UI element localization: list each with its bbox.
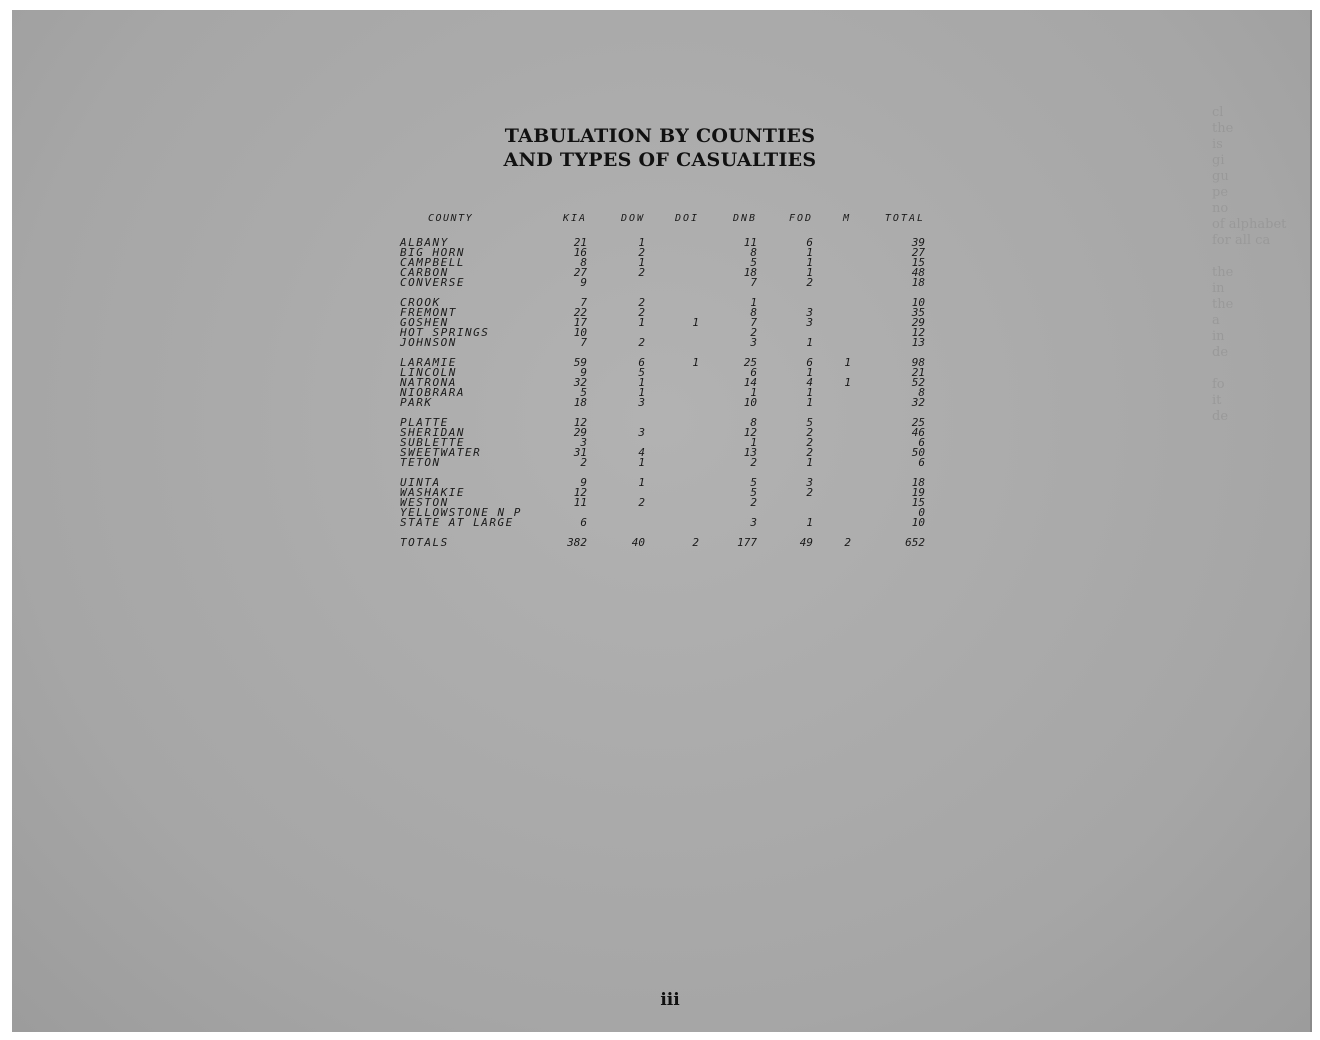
cell-total: 50 [911,446,925,459]
cell-total: 6 [918,436,925,449]
cell-county: CROOK [400,296,441,309]
totals-doi: 2 [692,536,699,549]
cell-total: 0 [918,506,925,519]
header-m: M [842,213,851,224]
cell-kia: 11 [573,496,587,509]
header-dnb: DNB [732,213,757,224]
cell-kia: 9 [580,366,587,379]
bleed-line: gi [1212,153,1225,168]
bleed-through-text [1212,105,1302,425]
cell-kia: 16 [573,246,587,259]
cell-fod: 1 [806,516,813,529]
cell-dow: 3 [638,426,645,439]
cell-dow: 1 [638,476,645,489]
cell-dow: 2 [638,266,645,279]
cell-dow: 2 [638,296,645,309]
cell-total: 19 [911,486,925,499]
cell-fod: 2 [806,426,813,439]
cell-county: PARK [400,396,433,409]
cell-county: PLATTE [400,416,449,429]
cell-kia: 18 [573,396,587,409]
cell-kia: 22 [573,306,587,319]
document-title [480,124,840,172]
cell-dnb: 6 [750,366,757,379]
cell-kia: 31 [573,446,587,459]
cell-dnb: 1 [750,386,757,399]
bleed-line: de [1212,345,1229,360]
cell-kia: 10 [573,326,587,339]
cell-total: 13 [911,336,925,349]
cell-dow: 2 [638,336,645,349]
cell-county: SUBLETTE [400,436,465,449]
cell-fod: 4 [806,376,813,389]
cell-dnb: 2 [750,456,757,469]
cell-kia: 7 [580,296,587,309]
cell-fod: 6 [806,356,813,369]
cell-kia: 3 [580,436,587,449]
cell-fod: 5 [806,416,813,429]
cell-fod: 2 [806,276,813,289]
cell-county: JOHNSON [400,336,457,349]
cell-dow: 1 [638,316,645,329]
cell-county: SHERIDAN [400,426,465,439]
cell-dnb: 12 [743,426,757,439]
cell-county: GOSHEN [400,316,449,329]
cell-fod: 3 [806,316,813,329]
title-line-1: TABULATION BY COUNTIES [504,125,816,147]
cell-dow: 2 [638,496,645,509]
cell-total: 18 [911,476,925,489]
cell-dnb: 25 [743,356,757,369]
cell-total: 10 [911,516,925,529]
cell-kia: 59 [573,356,587,369]
header-fod: FOD [788,213,813,224]
cell-fod: 3 [806,306,813,319]
totals-dow: 40 [631,536,645,549]
cell-dow: 6 [638,356,645,369]
bleed-line: the [1212,121,1234,136]
bleed-line: in [1212,329,1225,344]
cell-kia: 2 [580,456,587,469]
bleed-line: in [1212,281,1225,296]
cell-fod: 1 [806,456,813,469]
bleed-line: is [1212,137,1223,152]
cell-total: 18 [911,276,925,289]
cell-total: 8 [918,386,925,399]
bleed-line: de [1212,409,1229,424]
bleed-line: fo [1212,377,1225,392]
cell-kia: 12 [573,416,587,429]
cell-fod: 2 [806,446,813,459]
cell-dnb: 1 [750,436,757,449]
cell-dnb: 14 [743,376,757,389]
cell-fod: 1 [806,256,813,269]
header-doi: DOI [674,213,699,224]
cell-dow: 2 [638,246,645,259]
cell-dnb: 5 [750,256,757,269]
header-total: TOTAL [884,213,925,224]
header-kia: KIA [562,213,587,224]
cell-fod: 1 [806,396,813,409]
bleed-line [1212,361,1302,377]
cell-total: 15 [911,496,925,509]
cell-total: 52 [911,376,925,389]
cell-dnb: 5 [750,476,757,489]
cell-county: NIOBRARA [400,386,465,399]
cell-total: 25 [911,416,925,429]
cell-fod: 1 [806,386,813,399]
cell-county: STATE AT LARGE [400,516,514,529]
cell-dnb: 13 [743,446,757,459]
cell-total: 39 [911,236,925,249]
bleed-line: a [1212,313,1220,328]
cell-dnb: 3 [750,516,757,529]
page-number: iii [660,990,680,1010]
cell-kia: 6 [580,516,587,529]
bleed-line: the [1212,297,1234,312]
cell-kia: 5 [580,386,587,399]
cell-dow: 1 [638,456,645,469]
cell-county: WASHAKIE [400,486,465,499]
totals-kia: 382 [567,536,587,549]
cell-county: TETON [400,456,441,469]
cell-dow: 2 [638,306,645,319]
cell-kia: 21 [573,236,587,249]
bleed-line: it [1212,393,1222,408]
cell-dow: 1 [638,236,645,249]
totals-label: TOTALS [400,536,449,549]
cell-kia: 9 [580,276,587,289]
cell-kia: 17 [573,316,587,329]
cell-dow: 5 [638,366,645,379]
cell-fod: 6 [806,236,813,249]
bleed-line: gu [1212,169,1229,184]
cell-kia: 9 [580,476,587,489]
cell-dnb: 1 [750,296,757,309]
cell-dnb: 2 [750,326,757,339]
cell-dow: 4 [638,446,645,459]
cell-dnb: 7 [750,316,757,329]
cell-county: HOT SPRINGS [400,326,490,339]
cell-county: LARAMIE [400,356,457,369]
cell-kia: 27 [573,266,587,279]
bleed-line: the [1212,265,1234,280]
cell-county: CONVERSE [400,276,465,289]
cell-kia: 7 [580,336,587,349]
cell-kia: 32 [573,376,587,389]
cell-kia: 8 [580,256,587,269]
bleed-line: cl [1212,105,1224,120]
cell-county: SWEETWATER [400,446,482,459]
bleed-line: pe [1212,185,1229,200]
cell-dow: 1 [638,256,645,269]
cell-fod: 1 [806,336,813,349]
cell-county: UINTA [400,476,441,489]
bleed-line: of alphabet [1212,217,1287,232]
cell-m: 1 [844,356,851,369]
cell-fod: 2 [806,486,813,499]
cell-dnb: 8 [750,246,757,259]
cell-fod: 2 [806,436,813,449]
cell-doi: 1 [692,356,699,369]
totals-fod: 49 [799,536,813,549]
cell-dow: 3 [638,396,645,409]
cell-county: LINCOLN [400,366,457,379]
cell-dnb: 18 [743,266,757,279]
cell-dnb: 10 [743,396,757,409]
cell-county: BIG HORN [400,246,465,259]
cell-total: 12 [911,326,925,339]
cell-total: 48 [911,266,925,279]
cell-fod: 1 [806,366,813,379]
cell-dnb: 11 [743,236,757,249]
cell-total: 21 [911,366,925,379]
cell-kia: 12 [573,486,587,499]
bleed-line [1212,249,1302,265]
cell-fod: 3 [806,476,813,489]
cell-dnb: 7 [750,276,757,289]
cell-dow: 1 [638,376,645,389]
cell-total: 27 [911,246,925,259]
cell-total: 98 [911,356,925,369]
cell-county: FREMONT [400,306,457,319]
cell-county: WESTON [400,496,449,509]
header-county: COUNTY [428,213,474,224]
cell-kia: 29 [573,426,587,439]
cell-total: 15 [911,256,925,269]
cell-m: 1 [844,376,851,389]
cell-total: 46 [911,426,925,439]
cell-dow: 1 [638,386,645,399]
cell-county: ALBANY [400,236,449,249]
cell-dnb: 2 [750,496,757,509]
header-dow: DOW [620,213,645,224]
totals-total: 652 [905,536,925,549]
cell-dnb: 5 [750,486,757,499]
totals-dnb: 177 [737,536,757,549]
bleed-line: for all ca [1212,233,1271,248]
cell-fod: 1 [806,246,813,259]
cell-dnb: 8 [750,306,757,319]
cell-dnb: 8 [750,416,757,429]
cell-county: CAMPBELL [400,256,465,269]
cell-total: 29 [911,316,925,329]
bleed-line: no [1212,201,1229,216]
cell-county: CARBON [400,266,449,279]
cell-county: YELLOWSTONE N P [400,506,522,519]
cell-total: 35 [911,306,925,319]
cell-doi: 1 [692,316,699,329]
cell-dnb: 3 [750,336,757,349]
totals-m: 2 [844,536,851,549]
cell-total: 10 [911,296,925,309]
cell-total: 6 [918,456,925,469]
cell-total: 32 [911,396,925,409]
cell-county: NATRONA [400,376,457,389]
cell-fod: 1 [806,266,813,279]
title-line-2: AND TYPES OF CASUALTIES [503,149,817,171]
